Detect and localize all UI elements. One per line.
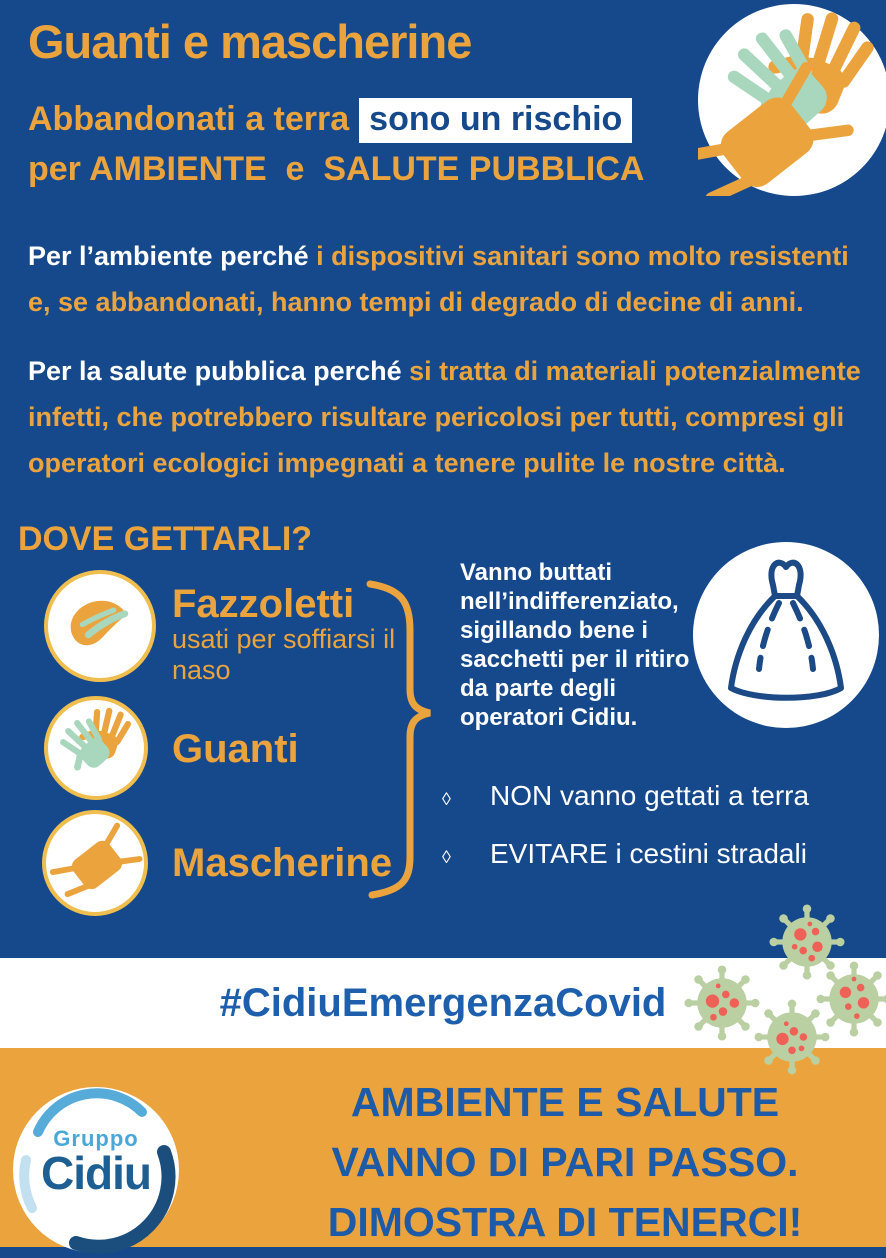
- subtitle-line2: per AMBIENTE e SALUTE PUBBLICA: [28, 150, 645, 188]
- curly-brace-icon: [350, 572, 442, 904]
- disposal-text: Vanno buttati nell’indifferenziato, sigillando bene i sacchetti per il ritiro da parte degli operatori Cidiu.: [460, 559, 690, 731]
- diamond-bullet-icon: ◊: [442, 789, 451, 809]
- page-title: Guanti e mascherine: [28, 15, 472, 68]
- diamond-bullet-icon: ◊: [442, 847, 451, 867]
- item-label-mascherine: Mascherine: [172, 841, 393, 885]
- list-item-mascherine: [42, 810, 148, 916]
- gloves-mask-badge: [698, 4, 886, 196]
- bullet-text: NON vanno gettati a terra: [490, 780, 810, 811]
- subtitle-line1-prefix: Abbandonati a terra: [28, 100, 350, 138]
- tissue-icon: [48, 574, 152, 678]
- logo-group-label: Gruppo: [53, 1126, 139, 1151]
- footer-slogan: [255, 1072, 875, 1252]
- bullet-item: [442, 838, 872, 870]
- item-label-guanti: Guanti: [172, 727, 299, 771]
- bullet-text: EVITARE i cestini stradali: [490, 838, 807, 869]
- virus-icon: [754, 999, 830, 1075]
- gloves-icon: [48, 700, 144, 796]
- footer-slogan-line2: VANNO DI PARI PASSO.: [331, 1139, 799, 1185]
- cidiu-logo: [12, 1086, 180, 1254]
- item-sublabel-fazzoletti: usati per soffiarsi il naso: [172, 624, 396, 685]
- paragraph-environment-body: i dispositivi sanitari sono molto resistenti e, se abbandonati, hanno tempi di degrado di decine di anni.: [28, 241, 849, 317]
- list-item-fazzoletti: [44, 570, 156, 682]
- where-heading: DOVE GETTARLI?: [18, 520, 313, 558]
- bullet-list: [442, 780, 872, 896]
- paragraph-environment: [28, 233, 868, 325]
- logo-name-label: Cidiu: [41, 1147, 151, 1199]
- paragraph-environment-lead: Per l’ambiente perché: [28, 241, 309, 271]
- paragraph-health-lead: Per la salute pubblica perché: [28, 356, 402, 386]
- footer-slogan-line3: DIMOSTRA DI TENERCI!: [327, 1199, 803, 1245]
- footer-slogan-line1: AMBIENTE E SALUTE: [350, 1079, 780, 1125]
- mask-icon: [46, 814, 144, 912]
- virus-icon: [684, 965, 760, 1041]
- trash-bag-icon: [691, 538, 881, 730]
- item-label-fazzoletti: Fazzoletti: [172, 582, 355, 626]
- risk-highlight: sono un rischio: [359, 98, 632, 143]
- paragraph-health-body: si tratta di materiali potenzialmente infetti, che potrebbero risultare pericolosi per tutti, compresi gli operatori ecologici impegnati a tenere pulite le nostre città.: [28, 356, 861, 478]
- hashtag-text: #CidiuEmergenzaCovid: [219, 980, 667, 1025]
- bullet-item: [442, 780, 872, 812]
- list-item-guanti: [44, 696, 148, 800]
- paragraph-health: [28, 348, 868, 486]
- subtitle-line1: [28, 98, 632, 143]
